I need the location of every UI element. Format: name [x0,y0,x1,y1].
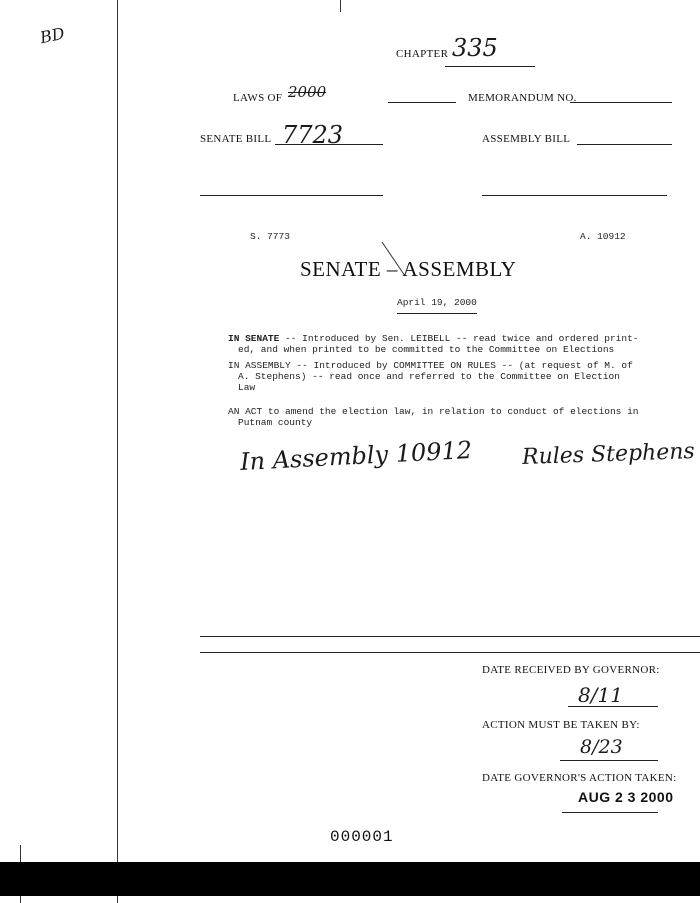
action-must-underline [560,760,658,761]
act-description [228,406,658,428]
senate-intro-line-2: ed, and when printed to be committed to the Committee on Elections [238,344,615,355]
senate-bill-label: SENATE BILL [200,133,272,145]
senate-intro-lead: IN SENATE [228,333,280,344]
assembly-intro-line-2: A. Stephens) -- read once and referred to the Committee on Election [238,371,620,382]
document-title: SENATE – ASSEMBLY [300,257,517,281]
senate-intro-text-1: -- Introduced by Sen. LEIBELL -- read twice and ordered print- [279,333,639,344]
chapter-label: CHAPTER [396,48,449,60]
act-line-2: Putnam county [238,417,313,428]
laws-of-label: LAWS OF [233,92,283,104]
handwritten-note-rules: Rules Stephens [521,438,696,471]
assembly-bill-number: A. 10912 [580,231,626,242]
corner-mark: BD [38,23,67,48]
assembly-bill-blank [577,144,672,145]
bill-date: April 19, 2000 [397,297,477,308]
action-taken-stamp: AUG 2 3 2000 [578,789,674,805]
top-tick-mark [340,0,341,12]
chapter-underline [445,66,535,67]
scan-edge-band [0,862,700,896]
memorandum-blank [570,102,672,103]
left-margin-line [117,0,118,903]
action-must-label: ACTION MUST BE TAKEN BY: [482,719,640,731]
laws-of-blank [388,102,456,103]
action-taken-label: DATE GOVERNOR'S ACTION TAKEN: [482,772,677,784]
assembly-intro [228,360,658,393]
date-received-underline [568,706,658,707]
blank-line-left [200,195,383,196]
assembly-bill-label: ASSEMBLY BILL [482,133,571,145]
section-divider-top [200,636,700,637]
section-divider-bottom [200,652,700,653]
date-received-value: 8/11 [578,683,623,707]
senate-bill-number: S. 7773 [250,231,290,242]
senate-intro [228,333,658,355]
date-received-label: DATE RECEIVED BY GOVERNOR: [482,664,660,676]
act-line-1 [228,406,658,417]
senate-bill-underline [275,144,383,145]
memorandum-label: MEMORANDUM NO. [468,92,577,104]
handwritten-note-assembly: In Assembly 10912 [239,435,473,477]
chapter-value: 335 [452,34,498,62]
assembly-intro-line-1: IN ASSEMBLY -- Introduced by COMMITTEE ON RULES -- (at request of M. of [228,360,633,371]
page-number: 000001 [330,828,394,846]
action-taken-underline [562,812,658,813]
blank-line-right [482,195,667,196]
senate-bill-value: 7723 [282,121,344,149]
assembly-intro-line-3: Law [238,382,256,393]
act-lead: AN ACT [228,406,263,417]
date-underline [397,313,477,314]
laws-of-value: 2000 [288,83,327,101]
act-text-1: to amend the election law, in relation to conduct of elections in [262,406,639,417]
senate-intro-line-1 [228,333,658,344]
action-must-value: 8/23 [580,736,623,758]
